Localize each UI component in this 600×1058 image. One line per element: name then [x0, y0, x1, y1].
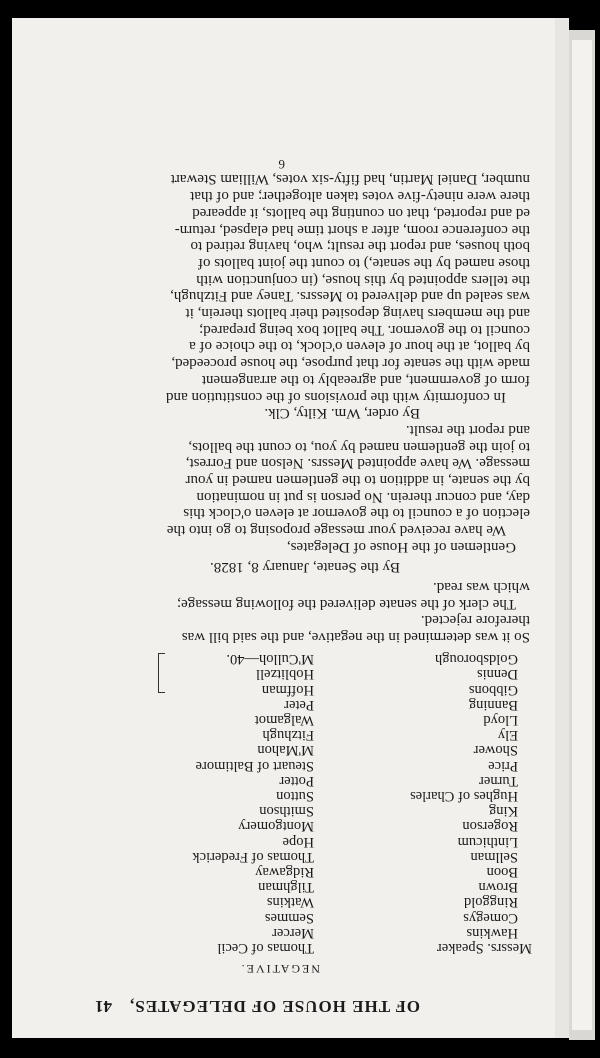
vote-name-col2: Tilghman — [258, 879, 314, 896]
vote-name-col1: Messrs. Speaker — [436, 940, 532, 956]
body-line: was sealed up and delivered to Messrs. Taney and Fitzhugh, — [170, 288, 530, 305]
vote-name-col1: Linthicum — [457, 833, 518, 850]
vote-name-col2: Thomas of Frederick — [192, 848, 314, 865]
facing-page-paper — [572, 40, 592, 1030]
body-line: So it was determined in the negative, and the said bill was — [181, 629, 530, 645]
vote-name-col1: Brown — [478, 879, 518, 896]
body-line: message. We have appointed Messrs. Nelson and Forrest, — [185, 455, 530, 472]
vote-name-col2: Potter — [279, 772, 314, 789]
vote-name-col1: King — [489, 803, 518, 820]
body-line: Gentlemen of the House of Delegates, — [286, 538, 516, 555]
vote-name-col1: Ely — [497, 727, 518, 744]
body-line: both houses, and report the result; who, having retired to — [190, 238, 530, 255]
body-line: In conformity with the provisions of the constitution and — [166, 388, 506, 405]
vote-name-col2: Mercer — [272, 924, 314, 941]
vote-name-col1: Ringgold — [464, 894, 518, 911]
vote-name-col2: Steuart of Baltimore — [195, 757, 314, 774]
body-line: the tellers appointed by this house, (in conjunction with — [196, 271, 530, 288]
body-line: ed and reported, that on counting the ballots, it appeared — [192, 204, 530, 221]
left-border — [0, 0, 12, 1058]
vote-name-col1: Hawkins — [466, 924, 518, 941]
vote-name-col1: Hughes of Charles — [410, 788, 518, 804]
page-number: 41 — [95, 997, 112, 1016]
vote-name-col2: Thomas of Cecil — [217, 940, 314, 956]
body-line: to join the gentlemen named by you, to count the ballots, — [188, 438, 530, 455]
vote-name-col1: Boon — [486, 864, 518, 880]
body-line: therefore rejected. — [420, 612, 530, 629]
signature-mark: 6 — [278, 157, 285, 172]
vote-name-col1: Sellman — [470, 848, 518, 865]
vote-name-col2: Fitzhugh — [262, 727, 314, 744]
body-line: The clerk of the senate delivered the following message; — [176, 595, 516, 612]
vote-name-col1: Turner — [479, 772, 518, 789]
body-line: those named by the senate,) to count the joint ballots of — [197, 255, 530, 271]
body-line: We have received your message proposing to go into the — [166, 522, 506, 539]
vote-name-col2: M'Mahon — [257, 742, 314, 759]
vote-name-col2: Semmes — [264, 909, 314, 926]
vote-name-col1: Rogerson — [462, 818, 518, 835]
vote-name-col1: Shower — [473, 742, 518, 759]
vote-name-col2: Smithson — [259, 803, 314, 820]
body-line: the conference room, after a short time had elapsed, return- — [174, 221, 530, 238]
body-line: By order, Wm. Kilty, Clk. — [264, 405, 420, 422]
body-line: form of government, and agreeably to the arrangement — [201, 371, 530, 388]
body-line: number, Daniel Martin, had fifty-six votes, William Stewart — [170, 171, 530, 188]
vote-name-col2: Hoblitzell — [256, 666, 314, 683]
body-line: by the senate, in addition to the gentlemen named in your — [185, 472, 530, 489]
vote-name-col2: Peter — [284, 696, 314, 713]
vote-name-col2: Watkins — [266, 894, 314, 911]
vote-name-col1: Goldsborough — [435, 651, 518, 668]
body-line: there were ninety-five votes taken altogether; and of that — [190, 188, 530, 205]
vote-name-col1: Price — [488, 757, 518, 774]
vote-name-col1: Lloyd — [483, 712, 518, 728]
body-line: election of a council to the governor at eleven o'clock this — [183, 505, 530, 522]
body-line: by ballot, at the hour of eleven o'clock, to the choice of a — [189, 338, 530, 355]
vote-name-col2: Ridgaway — [255, 864, 314, 880]
vote-name-col2: Hoffman — [261, 681, 314, 698]
vote-name-col1: Dennis — [476, 666, 518, 683]
vote-name-col2: Walgamot — [254, 712, 314, 728]
vote-name-col1: Comegys — [463, 909, 518, 926]
vote-name-col2: Hope — [282, 833, 314, 850]
vote-name-col2: Sutton — [276, 788, 314, 804]
body-line: and report the result. — [405, 422, 530, 438]
vote-name-col1: Gibbons — [468, 681, 518, 698]
body-line: By the Senate, January 8, 1828. — [210, 558, 400, 575]
body-line: and the members having deposited their ballots therein, it — [185, 305, 530, 322]
body-line: made with the senate for that purpose, the house proceeded, — [171, 355, 530, 372]
vote-name-col1: Banning — [468, 696, 518, 713]
page-content — [12, 18, 560, 1038]
vote-name-col2: M'Culloh—40. — [226, 651, 314, 668]
running-head-title: OF THE HOUSE OF DELEGATES, — [129, 997, 420, 1016]
body-line: which was read. — [432, 578, 530, 595]
vote-bracket — [158, 653, 165, 693]
body-line: council to the governor. The ballot box being prepared; — [199, 321, 530, 338]
vote-name-col2: Montgomery — [238, 818, 314, 835]
negative-label: NEGATIVE. — [239, 962, 320, 976]
body-line: day, and concur therein. No person is put in nomination — [196, 488, 530, 505]
